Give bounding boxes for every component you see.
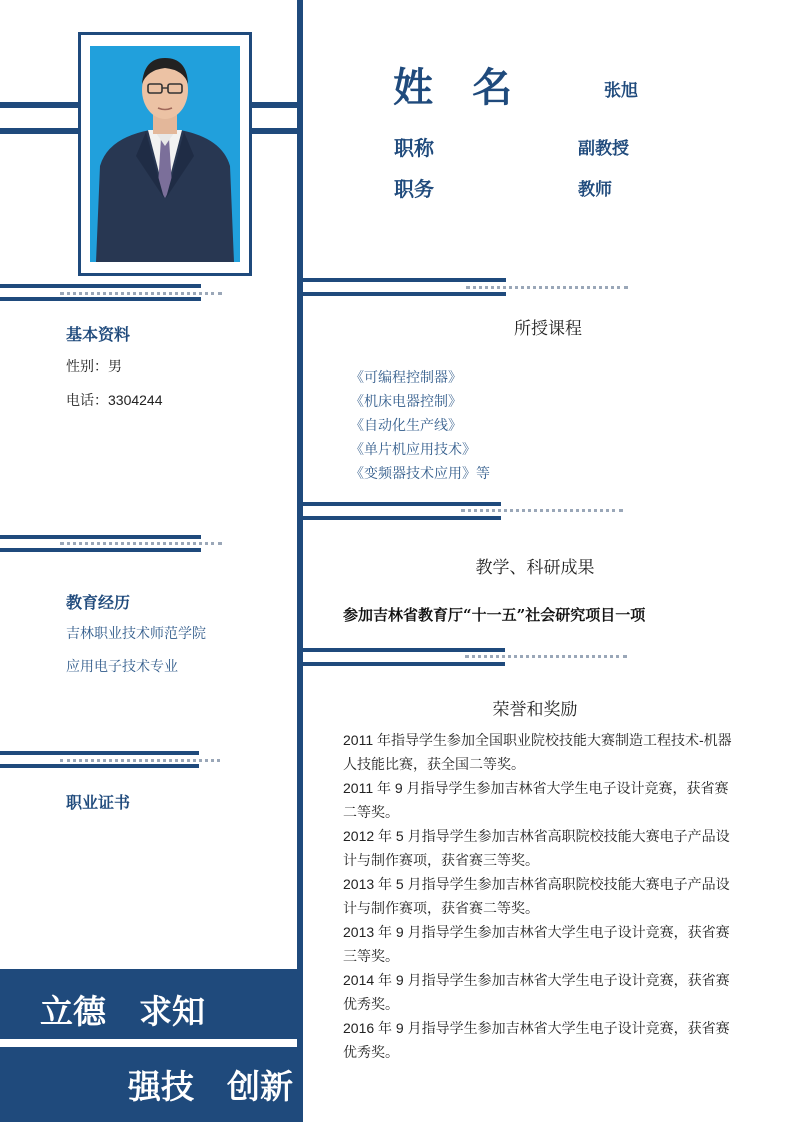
deco-bar — [246, 128, 297, 134]
certificates-heading: 职业证书 — [66, 795, 131, 812]
list-item: 2012 年 5 月指导学生参加吉林省高职院校技能大赛电子产品设计与制作赛项，获省赛三等奖。 — [343, 828, 730, 868]
section-divider — [0, 535, 201, 539]
education-heading: 教育经历 — [66, 595, 131, 612]
section-divider — [0, 764, 199, 768]
awards-list — [343, 728, 735, 1064]
position-value: 教师 — [578, 180, 612, 200]
dotted-divider — [60, 759, 220, 762]
course-list — [350, 365, 490, 485]
list-item: 2016 年 9 月指导学生参加吉林省大学生电子设计竞赛，获省赛优秀奖。 — [343, 1020, 730, 1060]
list-item: 2011 年 9 月指导学生参加吉林省大学生电子设计竞赛，获省赛二等奖。 — [343, 780, 729, 820]
courses-heading: 所授课程 — [514, 319, 582, 338]
photo-frame — [78, 32, 252, 276]
motto-line-2: 强技 创新 — [128, 1068, 293, 1105]
awards-heading: 荣誉和奖励 — [492, 700, 578, 719]
dotted-divider — [465, 655, 627, 658]
motto-block-top — [0, 969, 303, 1039]
list-item: 2014 年 9 月指导学生参加吉林省大学生电子设计竞赛，获省赛优秀奖。 — [343, 972, 730, 1012]
section-divider — [0, 284, 201, 288]
section-divider — [303, 648, 505, 652]
list-item: 2013 年 5 月指导学生参加吉林省高职院校技能大赛电子产品设计与制作赛项，获省赛二等奖。 — [343, 876, 730, 916]
deco-bar — [0, 128, 80, 134]
portrait-icon — [90, 46, 240, 262]
title-value: 副教授 — [578, 139, 629, 159]
section-divider — [0, 297, 201, 301]
section-divider — [303, 662, 505, 666]
education-school: 吉林职业技术师范学院 — [66, 625, 206, 641]
research-heading: 教学、科研成果 — [475, 558, 595, 577]
dotted-divider — [60, 292, 222, 295]
deco-bar — [0, 102, 80, 108]
position-label: 职务 — [394, 179, 434, 201]
dotted-divider — [461, 509, 623, 512]
section-divider — [303, 502, 501, 506]
section-divider — [303, 516, 501, 520]
motto-block-bottom — [0, 1047, 303, 1122]
list-item: 《自动化生产线》 — [350, 417, 462, 433]
dotted-divider — [60, 542, 222, 545]
list-item: 2011 年指导学生参加全国职业院校技能大赛制造工程技术-机器人技能比赛，获全国二等奖。 — [343, 732, 732, 772]
deco-bar — [246, 102, 297, 108]
motto-line-1: 立德 求知 — [40, 993, 205, 1030]
dotted-divider — [466, 286, 628, 289]
name-value: 张旭 — [604, 81, 638, 100]
section-divider — [0, 751, 199, 755]
list-item: 《变频器技术应用》等 — [350, 465, 490, 481]
profile-photo — [90, 46, 240, 262]
list-item: 《可编程控制器》 — [350, 369, 462, 385]
list-item: 《单片机应用技术》 — [350, 441, 476, 457]
name-label: 姓 名 — [393, 66, 527, 110]
research-text: 参加吉林省教育厅“十一五”社会研究项目一项 — [343, 606, 646, 624]
gender-text: 性别：男 — [66, 358, 122, 374]
basic-info-heading: 基本资料 — [66, 327, 131, 344]
list-item: 《机床电器控制》 — [350, 393, 462, 409]
education-major: 应用电子技术专业 — [66, 658, 178, 674]
list-item: 2013 年 9 月指导学生参加吉林省大学生电子设计竞赛，获省赛三等奖。 — [343, 924, 730, 964]
section-divider — [303, 292, 506, 296]
title-label: 职称 — [394, 138, 434, 160]
phone-text: 电话：3304244 — [66, 392, 163, 408]
section-divider — [303, 278, 506, 282]
section-divider — [0, 548, 201, 552]
